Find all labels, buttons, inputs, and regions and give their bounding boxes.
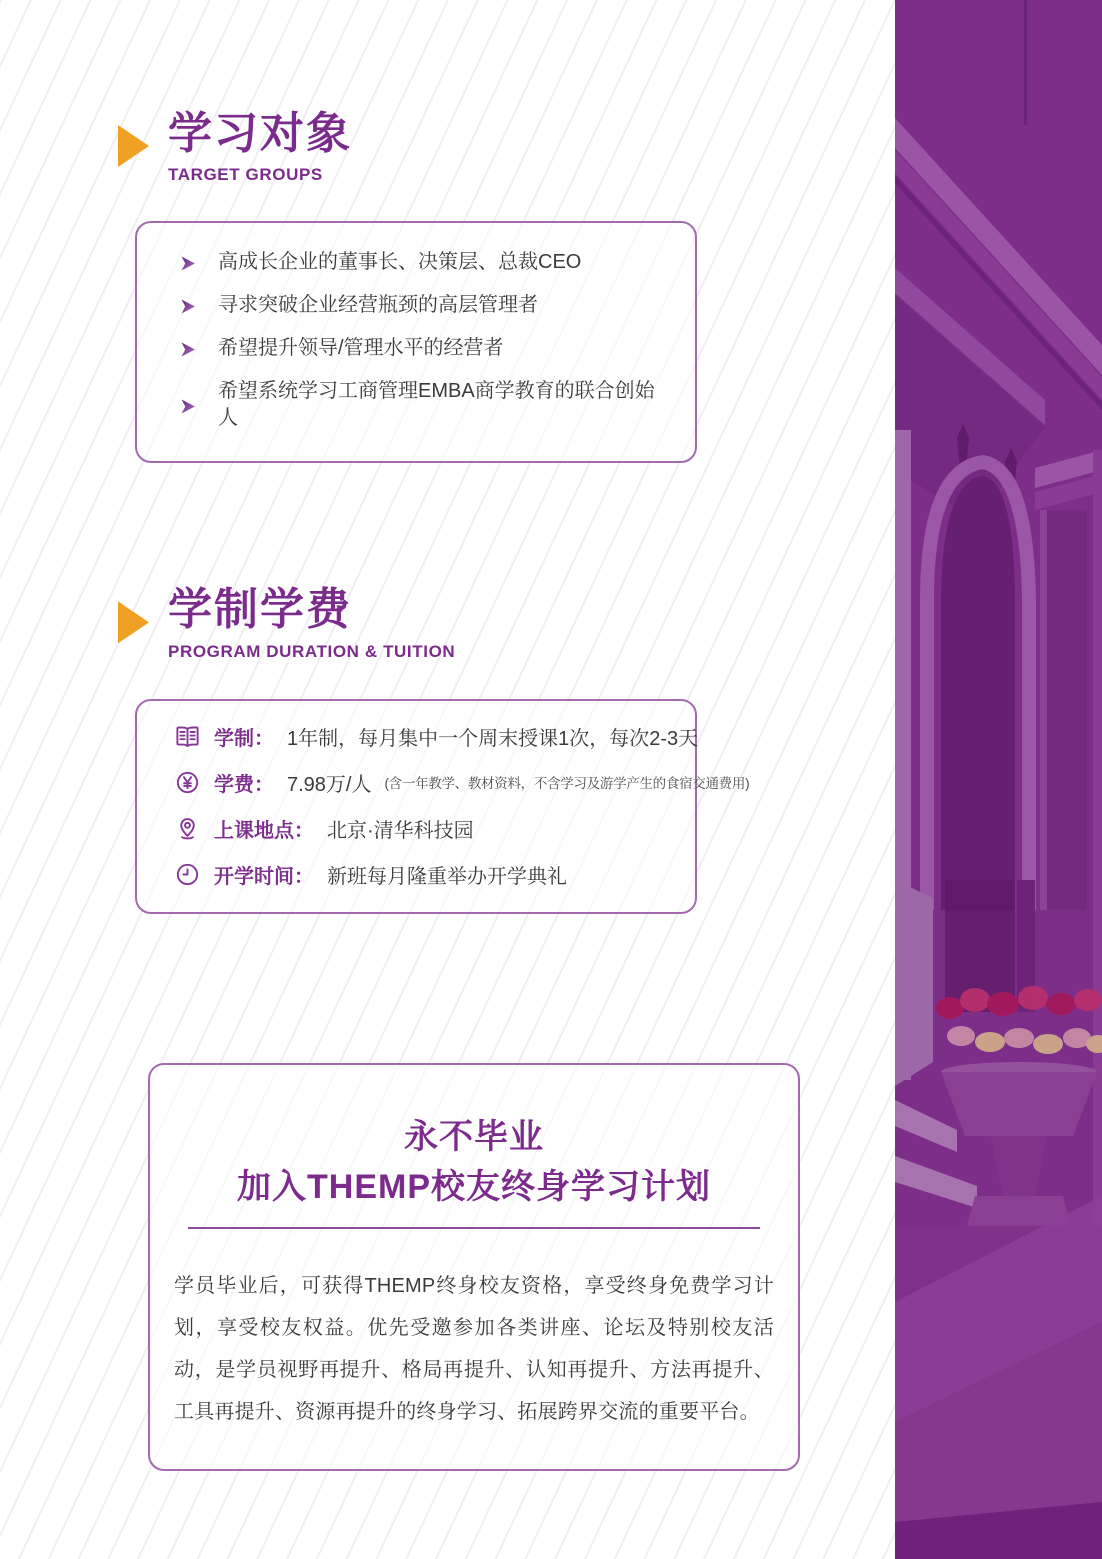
section-marker-triangle-icon: [118, 601, 149, 643]
duration-tuition-card: [135, 699, 750, 914]
info-label: 开学时间：: [214, 865, 314, 888]
section-title-zh: 学制学费: [168, 585, 352, 635]
info-label: 学制：: [214, 727, 274, 750]
list-item-text: 高成长企业的董事长、决策层、总裁CEO: [218, 251, 582, 274]
list-item: [181, 292, 665, 319]
info-label: 上课地点：: [214, 819, 314, 842]
list-item-text: 希望提升领导/管理水平的经营者: [218, 337, 504, 360]
list-item-text: 希望系统学习工商管理EMBA商学教育的联合创始人: [218, 380, 655, 430]
section-title-zh: 学习对象: [168, 109, 352, 158]
info-row-duration: [173, 722, 699, 751]
list-item-text: 寻求突破企业经营瓶颈的高层管理者: [218, 294, 538, 317]
alumni-lifelong-learning-card: [148, 1063, 800, 1472]
section-marker-triangle-icon: [118, 125, 149, 167]
campus-photo-sidebar: [895, 0, 1102, 1559]
alumni-title-line2: 加入THEMP校友终身学习计划: [237, 1167, 711, 1206]
fee-note: (含一年教学、教材资料，不含学习及游学产生的食宿交通费用): [384, 776, 750, 792]
info-value: 北京·清华科技园: [327, 819, 474, 842]
alumni-title-line1: 永不毕业: [404, 1117, 544, 1156]
location-icon: [173, 815, 201, 842]
info-row-tuition: [173, 768, 750, 797]
arrow-bullet-icon: [181, 256, 196, 271]
alumni-body-text: 学员毕业后，可获得THEMP终身校友资格，享受终身免费学习计划，享受校友权益。优先受邀参加各类讲座、论坛及特别校友活动，是学员视野再提升、格局再提升、认知再提升、方法再提升、工具再提升、资源再提升的终身学习、拓展跨界交流的重要平台。: [174, 1275, 774, 1424]
arrow-bullet-icon: [181, 299, 196, 314]
list-item: [181, 378, 665, 432]
section-title-en: TARGET GROUPS: [168, 165, 323, 185]
campus-gate-photo: [895, 0, 1102, 1559]
arrow-bullet-icon: [181, 342, 196, 357]
section-header-duration-tuition: [118, 586, 893, 661]
divider: [188, 1227, 760, 1230]
yuan-icon: [173, 769, 201, 796]
info-value: 7.98万/人: [287, 773, 372, 796]
section-header-text: [168, 110, 352, 185]
section-header-text: [168, 586, 455, 661]
info-row-location: [173, 814, 671, 843]
book-icon: [173, 723, 201, 750]
info-value: 1年制，每月集中一个周末授课1次，每次2-3天: [287, 727, 699, 750]
info-label: 学费：: [214, 773, 274, 796]
section-title-en: PROGRAM DURATION & TUITION: [168, 641, 456, 661]
list-item: [181, 335, 665, 362]
section-header-target-groups: [118, 110, 893, 185]
arrow-bullet-icon: [181, 399, 196, 414]
list-item: [181, 249, 665, 276]
target-groups-card: [135, 221, 697, 463]
clock-icon: [173, 861, 201, 888]
info-value: 新班每月隆重举办开学典礼: [327, 865, 567, 888]
info-row-start-time: [173, 860, 671, 889]
